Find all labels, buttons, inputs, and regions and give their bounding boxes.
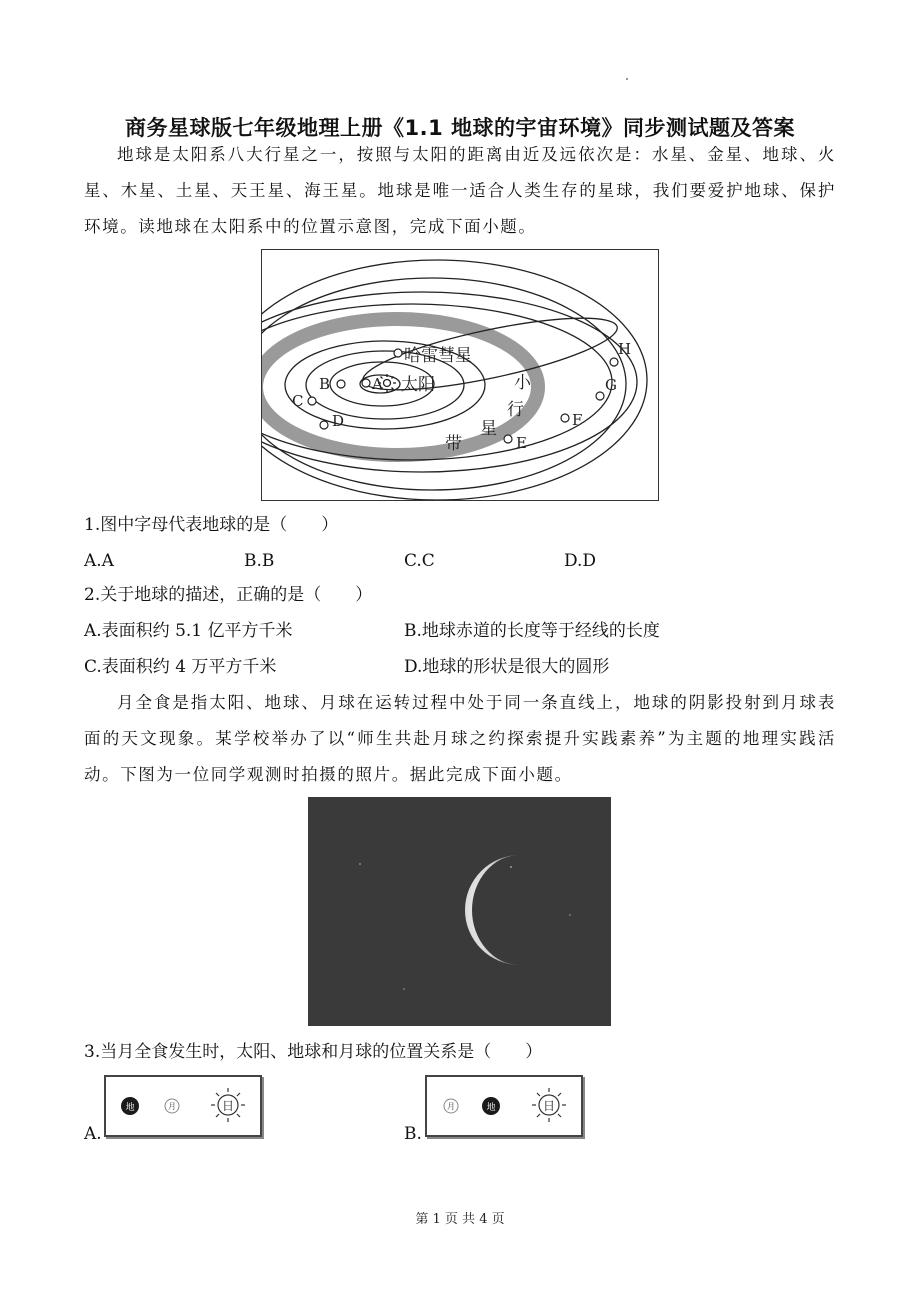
belt-char-3: 星: [480, 419, 497, 439]
question-3-stem: 3.当月全食发生时，太阳、地球和月球的位置关系是（ ）: [84, 1042, 543, 1062]
q3-option-a-label[interactable]: A.: [84, 1124, 102, 1144]
letter-c: C: [292, 392, 304, 410]
page-title: 商务星球版七年级地理上册《1.1 地球的宇宙环境》同步测试题及答案: [124, 116, 795, 140]
solar-system-diagram: [262, 250, 658, 500]
comet-label: 哈雷彗星: [404, 346, 472, 366]
q3-option-b-label[interactable]: B.: [404, 1124, 422, 1144]
question-1-stem: 1.图中字母代表地球的是（ ）: [84, 515, 339, 535]
moon-char: 月: [447, 1102, 455, 1111]
q1-option-d[interactable]: D.D: [564, 551, 597, 571]
belt-char-1: 小: [514, 373, 531, 393]
letter-a: A: [372, 375, 383, 393]
question-2-stem: 2.关于地球的描述，正确的是（ ）: [84, 585, 373, 605]
sun-char: 日: [542, 1099, 556, 1113]
planet-a-marker: [362, 379, 370, 387]
planet-c-marker: [308, 397, 316, 405]
intro-paragraph-1: 地球是太阳系八大行星之一，按照与太阳的距离由近及远依次是：水星、金星、地球、火星、木星、土星、天王星、海王星。地球是唯一适合人类生存的星球，我们要爱护地球、保护环境。读地球在太阳系中的位置示意图，完成下面小题。: [84, 145, 836, 236]
planet-b-marker: [337, 380, 345, 388]
planet-h-marker: [610, 358, 618, 366]
corner-dot: [626, 78, 628, 80]
earth-char: 地: [486, 1103, 496, 1113]
moon-photo: [308, 797, 611, 1026]
page-footer: 第 1 页 共 4 页: [415, 1212, 505, 1227]
letter-h: H: [618, 340, 632, 358]
q1-option-b[interactable]: B.B: [244, 551, 275, 571]
q3-option-a-diagram[interactable]: [104, 1075, 262, 1137]
comet-marker: [394, 349, 402, 357]
q1-option-c[interactable]: C.C: [404, 551, 435, 571]
q2-option-b[interactable]: B.地球赤道的长度等于经线的长度: [404, 621, 660, 641]
belt-char-4: 带: [445, 434, 462, 454]
q2-option-a[interactable]: A.表面积约 5.1 亿平方千米: [84, 621, 293, 641]
solar-system-figure: [261, 249, 659, 501]
moon-char: 月: [168, 1102, 176, 1111]
letter-d: D: [332, 412, 345, 430]
letter-f: F: [572, 411, 583, 429]
planet-e-marker: [504, 435, 512, 443]
q2-option-d[interactable]: D.地球的形状是很大的圆形: [404, 657, 610, 677]
moon-crescent-image: [308, 797, 611, 1026]
sun-char: 日: [221, 1099, 235, 1113]
letter-g: G: [605, 376, 617, 394]
letter-b: B: [319, 375, 331, 393]
sun-label: 太阳: [401, 375, 435, 395]
planet-g-marker: [596, 392, 604, 400]
intro-paragraph-2: 月全食是指太阳、地球、月球在运转过程中处于同一条直线上，地球的阴影投射到月球表面的天文现象。某学校举办了以“师生共赴月球之约探索提升实践素养”为主题的地理实践活动。下图为一位同学观测时拍摄的照片。据此完成下面小题。: [84, 693, 836, 784]
letter-e: E: [516, 434, 527, 452]
q1-option-a[interactable]: A.A: [84, 551, 114, 571]
planet-f-marker: [561, 414, 569, 422]
q3-option-b-diagram[interactable]: [425, 1075, 583, 1137]
belt-char-2: 行: [507, 400, 524, 420]
planet-d-marker: [320, 421, 328, 429]
earth-char: 地: [125, 1103, 135, 1113]
q2-option-c[interactable]: C.表面积约 4 万平方千米: [84, 657, 277, 677]
